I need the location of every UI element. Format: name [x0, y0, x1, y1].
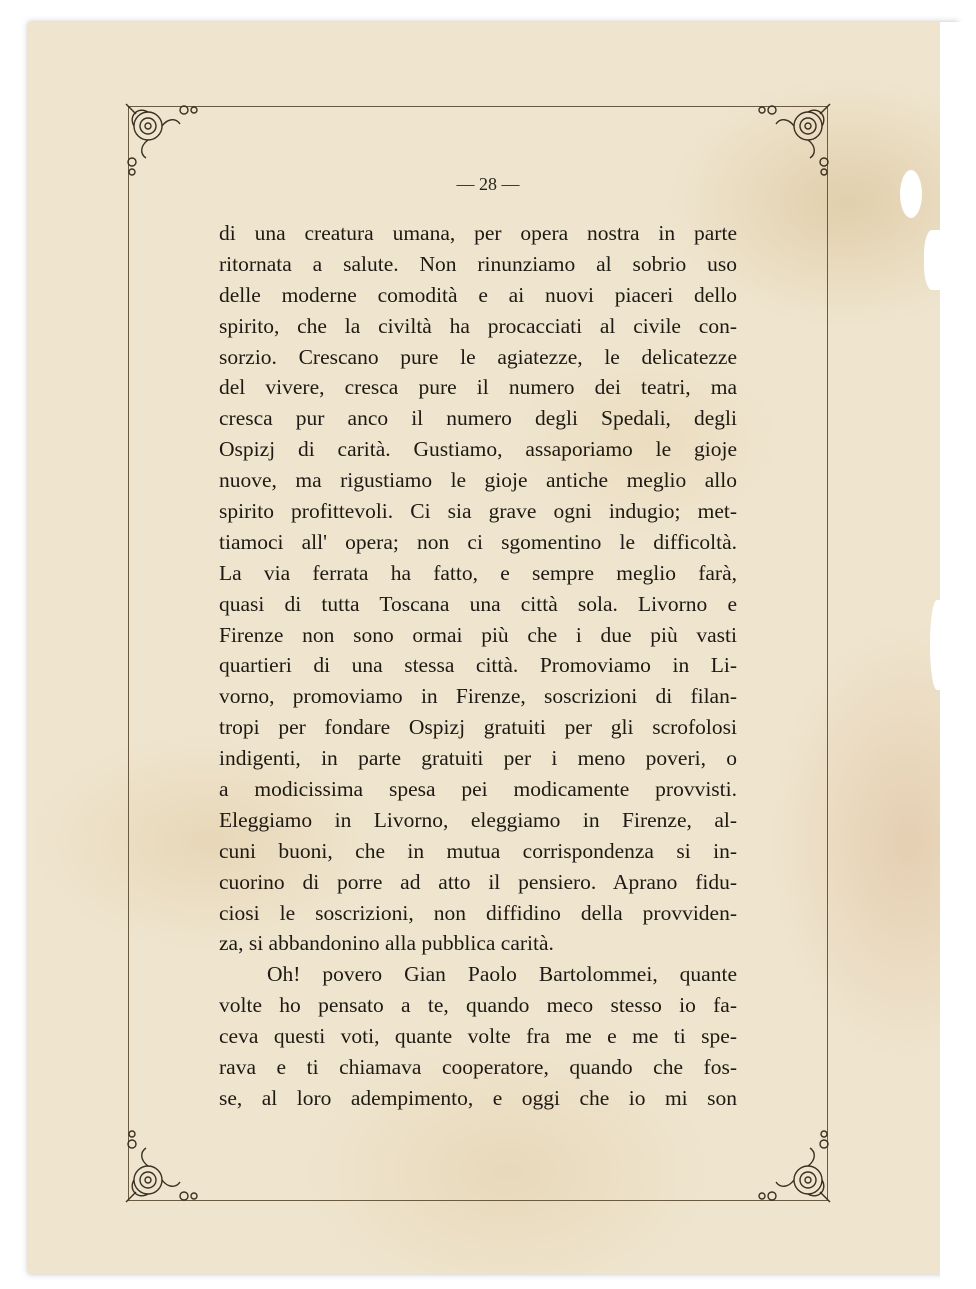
text-line: quasi di tutta Toscana una città sola. Livorno e: [219, 591, 737, 616]
page-number: — 28 —: [456, 174, 520, 194]
text-line: ceva questi voti, quante volte fra me e me ti spe-: [219, 1024, 737, 1049]
torn-notch: [924, 230, 944, 290]
text-line: quartieri di una stessa città. Promoviamo in Li-: [219, 653, 737, 678]
text-line: rava e ti chiamava cooperatore, quando che fos-: [219, 1055, 737, 1080]
body-text: [219, 218, 737, 1114]
text-line: Firenze non sono ormai più che i due più vasti: [219, 622, 737, 647]
torn-notch: [930, 600, 944, 690]
text-line: a modicissima spesa pei modicamente provvisti.: [219, 777, 737, 802]
text-line: vorno, promoviamo in Firenze, soscrizioni di filan-: [219, 684, 737, 709]
text-line: cuni buoni, che in mutua corrispondenza si in-: [219, 838, 737, 863]
corner-ornament-icon: [748, 96, 838, 186]
text-line: cuorino di porre ad atto il pensiero. Aprano fidu-: [219, 869, 737, 894]
corner-ornament-icon: [748, 1120, 838, 1210]
text-line: sorzio. Crescano pure le agiatezze, le delicatezze: [219, 344, 737, 369]
text-line: indigenti, in parte gratuiti per i meno poveri, o: [219, 746, 737, 771]
corner-ornament-icon: [118, 1120, 208, 1210]
text-line: Eleggiamo in Livorno, eleggiamo in Firenze, al-: [219, 807, 737, 832]
text-line: volte ho pensato a te, quando meco stesso io fa-: [219, 993, 737, 1018]
corner-ornament-icon: [118, 96, 208, 186]
text-line: tropi per fondare Ospizj gratuiti per gli scrofolosi: [219, 715, 737, 740]
text-line: Ospizj di carità. Gustiamo, assaporiamo le gioje: [219, 437, 737, 462]
text-line: Oh! povero Gian Paolo Bartolommei, quante: [267, 962, 737, 987]
text-line: di una creatura umana, per opera nostra in parte: [219, 221, 737, 245]
text-line: spirito profittevoli. Ci sia grave ogni indugio; met-: [219, 499, 737, 524]
torn-edge: [940, 22, 976, 1289]
text-line: ciosi le soscrizioni, non diffidino della provviden-: [219, 900, 737, 925]
text-line: delle moderne comodità e ai nuovi piaceri dello: [219, 282, 737, 307]
text-line: La via ferrata ha fatto, e sempre meglio farà,: [219, 560, 737, 585]
text-line: tiamoci all' opera; non ci sgomentino le difficoltà.: [219, 529, 737, 554]
text-line: za, si abbandonino alla pubblica carità.: [219, 931, 554, 956]
text-line: ritornata a salute. Non rinunziamo al sobrio uso: [219, 251, 737, 276]
text-line: spirito, che la civiltà ha procacciati al civile con-: [219, 313, 737, 338]
text-line: nuove, ma rigustiamo le gioje antiche meglio allo: [219, 468, 737, 493]
text-line: se, al loro adempimento, e oggi che io mi son: [219, 1085, 737, 1110]
text-line: cresca pur anco il numero degli Spedali, degli: [219, 406, 737, 431]
text-line: del vivere, cresca pure il numero dei teatri, ma: [219, 375, 737, 400]
